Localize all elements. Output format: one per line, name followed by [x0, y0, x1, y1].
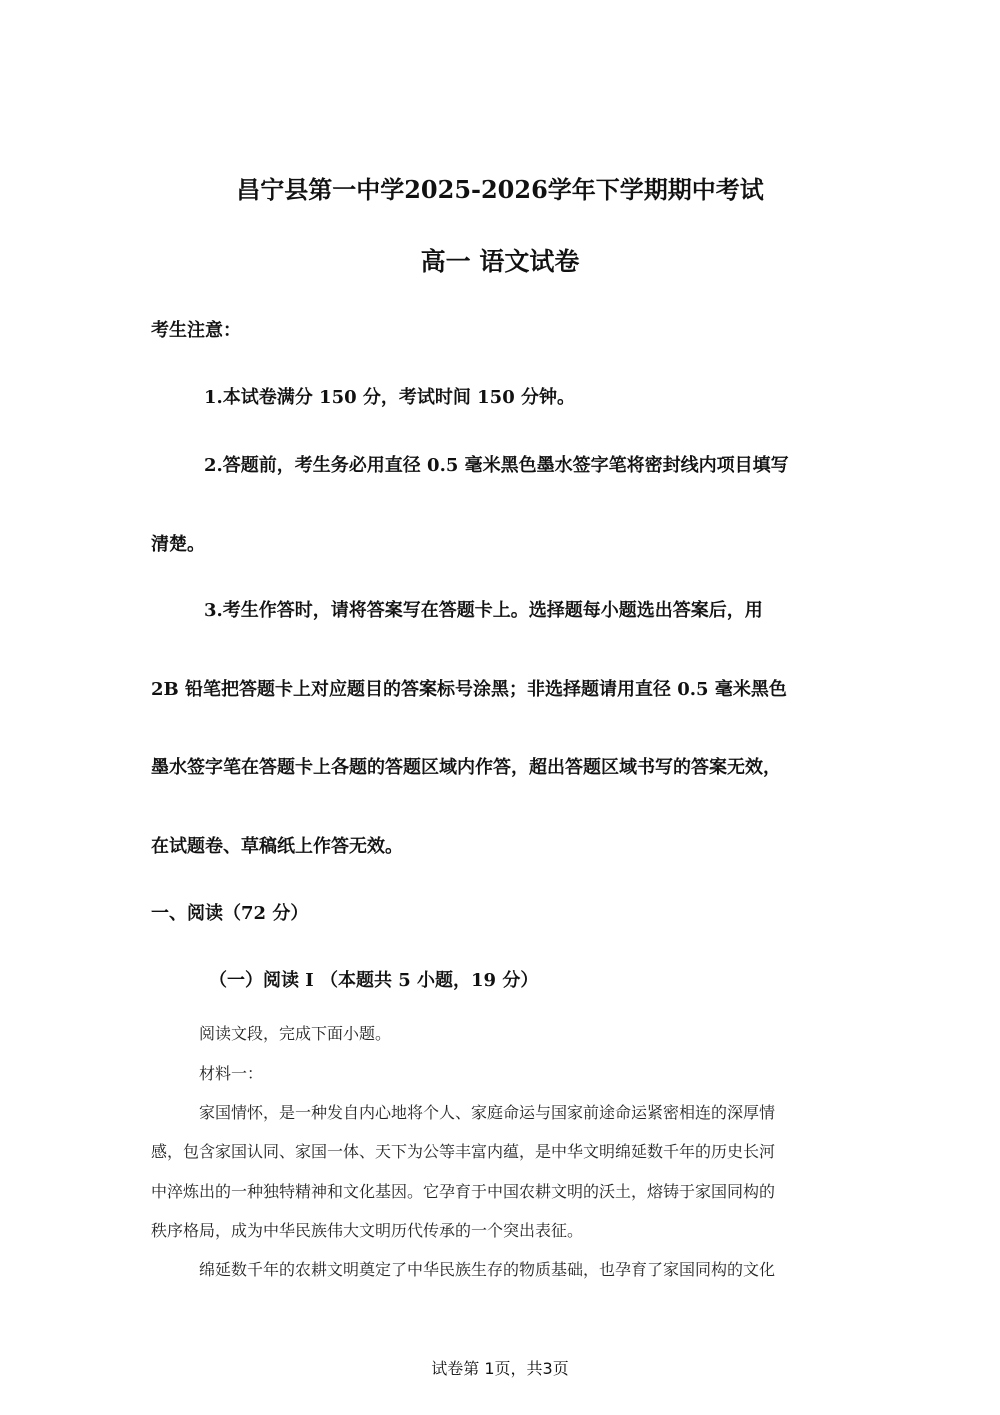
note-item-2-line-1: 2.答题前，考生务必用直径 0.5 毫米黑色墨水签字笔将密封线内项目填写	[204, 455, 789, 476]
note-item-2-line-2: 清楚。	[151, 534, 205, 555]
notes-heading: 考生注意：	[151, 320, 241, 341]
exam-subtitle: 高一 语文试卷	[420, 247, 580, 276]
paragraph-1-line-3: 中淬炼出的一种独特精神和文化基因。它孕育于中国农耕文明的沃土，熔铸于家国同构的	[151, 1182, 776, 1201]
note-item-3-line-1: 3.考生作答时，请将答案写在答题卡上。选择题每小题选出答案后，用	[204, 600, 763, 621]
note-item-3-line-3: 墨水签字笔在答题卡上各题的答题区域内作答，超出答题区域书写的答案无效，	[151, 757, 781, 778]
page-footer: 试卷第 1页，共3页	[431, 1359, 569, 1378]
section-heading: 一、阅读（72 分）	[151, 903, 309, 924]
paragraph-1-line-4: 秩序格局，成为中华民族伟大文明历代传承的一个突出表征。	[151, 1221, 584, 1240]
note-item-1: 1.本试卷满分 150 分，考试时间 150 分钟。	[204, 387, 576, 408]
paragraph-1-line-1: 家国情怀，是一种发自内心地将个人、家庭命运与国家前途命运紧密相连的深厚情	[199, 1103, 776, 1122]
material-label: 材料一：	[199, 1064, 264, 1083]
exam-title: 昌宁县第一中学2025-2026学年下学期期中考试	[236, 175, 764, 204]
paragraph-2-line-1: 绵延数千年的农耕文明奠定了中华民族生存的物质基础，也孕育了家国同构的文化	[199, 1260, 776, 1279]
note-item-3-line-4: 在试题卷、草稿纸上作答无效。	[151, 836, 403, 857]
note-item-3-line-2: 2B 铅笔把答题卡上对应题目的答案标号涂黑；非选择题请用直径 0.5 毫米黑色	[151, 679, 787, 700]
paragraph-1-line-2: 感，包含家国认同、家国一体、天下为公等丰富内蕴，是中华文明绵延数千年的历史长河	[151, 1142, 776, 1161]
reading-instruction: 阅读文段，完成下面小题。	[199, 1024, 392, 1043]
subsection-heading: （一）阅读 I （本题共 5 小题，19 分）	[209, 970, 539, 991]
